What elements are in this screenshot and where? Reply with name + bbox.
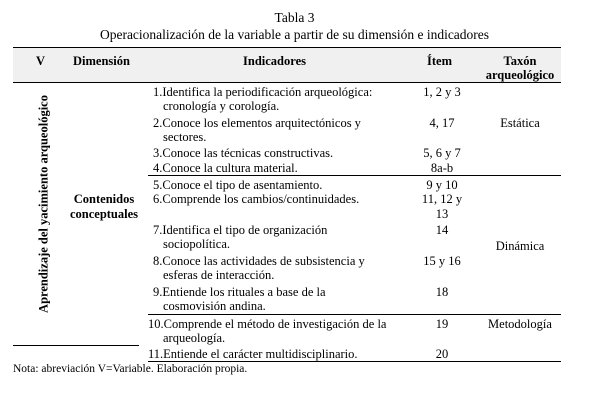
item-1: 1, 2 y 3 — [423, 85, 461, 99]
item-2: 4, 17 — [429, 116, 455, 130]
top-rule — [13, 47, 561, 48]
indicator-7: 7.Identifica el tipo de organización — [153, 223, 328, 237]
indicator-7-cont: sociopolítica. — [163, 237, 230, 251]
bottom-rule-left — [13, 345, 139, 346]
group-rule-2 — [148, 314, 561, 315]
indicator-4: 4.Conoce la cultura material. — [153, 161, 298, 175]
table-label: Tabla 3 — [274, 10, 315, 25]
header-taxon: Taxón — [503, 54, 537, 68]
header-item: Ítem — [427, 54, 452, 68]
indicator-10: 10.Comprende el método de investigación de la — [148, 317, 387, 331]
indicator-10-cont: arqueología. — [163, 331, 226, 345]
header-dimension: Dimensión — [73, 54, 130, 68]
item-3: 5, 6 y 7 — [423, 146, 461, 160]
indicator-8: 8.Conoce las actividades de subsistencia y — [153, 254, 365, 268]
indicator-3: 3.Conoce las técnicas constructivas. — [153, 146, 334, 160]
item-11: 20 — [435, 347, 449, 361]
indicator-1: 1.Identifica la periodificación arqueológica: — [153, 85, 373, 99]
header-rule — [13, 82, 561, 83]
table-note: Nota: abreviación V=Variable. Elaboración propia. — [13, 363, 248, 375]
taxon-estatica: Estática — [500, 116, 540, 130]
dimension-label: Contenidos — [73, 192, 135, 206]
header-v: V — [36, 54, 46, 68]
taxon-metodologia: Metodología — [488, 317, 552, 331]
item-10: 19 — [435, 317, 449, 331]
item-5: 9 y 10 — [426, 178, 458, 192]
header-taxon-line2: arqueológico — [485, 68, 555, 82]
indicator-5: 5.Conoce el tipo de asentamiento. — [153, 178, 323, 192]
item-6-cont: 13 — [435, 207, 449, 221]
dimension-label-line2: conceptuales — [69, 207, 139, 221]
taxon-dinamica: Dinámica — [495, 239, 545, 253]
item-4: 8a-b — [430, 161, 454, 175]
indicator-11: 11.Entiende el carácter multidisciplinario. — [148, 347, 358, 361]
indicator-2: 2.Conoce los elementos arquitectónicos y — [153, 116, 361, 130]
item-9: 18 — [435, 285, 449, 299]
indicator-8-cont: esferas de interacción. — [163, 268, 275, 282]
variable-label: Aprendizaje del yacimiento arqueológico — [36, 95, 51, 313]
item-6: 11, 12 y — [421, 192, 463, 206]
indicator-1-cont: cronología y corología. — [163, 99, 280, 113]
indicator-9-cont: cosmovisión andina. — [163, 299, 266, 313]
header-indicators: Indicadores — [243, 54, 306, 68]
indicator-9: 9.Entiende los rituales a base de la — [153, 285, 326, 299]
item-8: 15 y 16 — [423, 254, 461, 268]
indicator-2-cont: sectores. — [163, 130, 207, 144]
indicator-6: 6.Comprende los cambios/continuidades. — [153, 192, 360, 206]
table-caption: Operacionalización de la variable a partir de su dimensión e indicadores — [99, 27, 490, 42]
item-7: 14 — [435, 223, 449, 237]
